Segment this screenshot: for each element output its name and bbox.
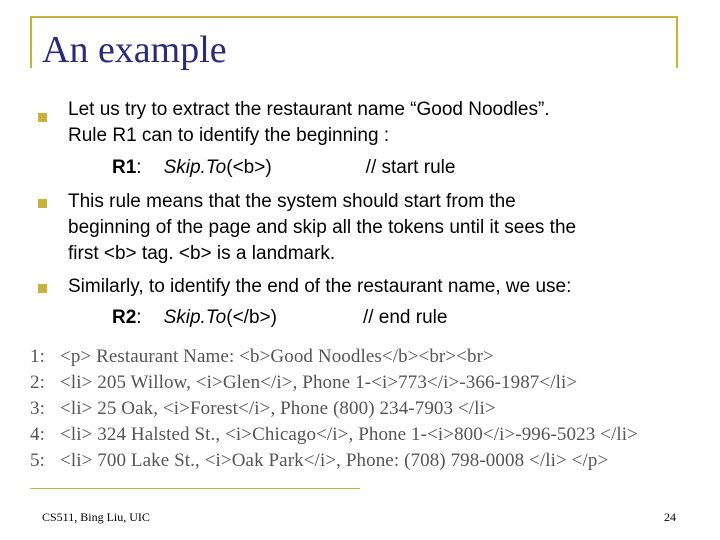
- code-line-number: 2:: [30, 372, 45, 393]
- code-line: [30, 450, 608, 472]
- bullet-1-line-1: Let us try to extract the restaurant name “Good Noodles”.: [68, 99, 550, 120]
- code-line-text: <li> 324 Halsted St., <i>Chicago</i>, Phone 1-<i>800</i>-996-5023 </li>: [60, 424, 638, 445]
- title-frame-left: [30, 16, 32, 68]
- bullet-2-line-3: first <b> tag. <b> is a landmark.: [68, 243, 336, 264]
- rule-r1-name: R1: [112, 157, 137, 178]
- rule-r1-arg: (<b>): [226, 157, 272, 178]
- footer-divider: [30, 488, 360, 489]
- rule-r2: [112, 306, 447, 330]
- rule-r2-call: Skip.To: [163, 307, 227, 328]
- footer-text: CS511, Bing Liu, UIC: [42, 510, 150, 524]
- rule-r1-comment: // start rule: [365, 157, 456, 178]
- title-frame-top: [30, 16, 678, 18]
- rule-r1-colon: :: [136, 157, 142, 178]
- rule-r2-arg: (</b>): [226, 307, 277, 328]
- rule-r2-colon: :: [136, 307, 142, 328]
- code-line: [30, 372, 577, 394]
- code-line-text: <li> 25 Oak, <i>Forest</i>, Phone (800) 234-7903 </li>: [60, 398, 496, 419]
- rule-r1-call: Skip.To: [163, 157, 227, 178]
- square-bullet-icon: [38, 113, 47, 122]
- title-frame-right: [676, 16, 678, 68]
- code-line: [30, 424, 638, 446]
- rule-r1: [112, 156, 455, 180]
- slide-title: An example: [42, 29, 227, 71]
- code-line: [30, 346, 494, 368]
- code-line-number: 4:: [30, 424, 45, 445]
- code-line-number: 3:: [30, 398, 45, 419]
- code-line: [30, 398, 496, 420]
- code-line-number: 5:: [30, 450, 45, 471]
- bullet-3-line-1: Similarly, to identify the end of the restaurant name, we use:: [68, 276, 572, 297]
- square-bullet-icon: [38, 284, 47, 293]
- code-line-text: <p> Restaurant Name: <b>Good Noodles</b><br><br>: [60, 346, 494, 367]
- square-bullet-icon: [38, 199, 47, 208]
- code-line-number: 1:: [30, 346, 45, 367]
- bullet-2-line-2: beginning of the page and skip all the tokens until it sees the: [68, 217, 577, 238]
- bullet-2-line-1: This rule means that the system should start from the: [68, 191, 516, 212]
- bullet-1-line-2: Rule R1 can to identify the beginning :: [68, 125, 390, 146]
- code-line-text: <li> 205 Willow, <i>Glen</i>, Phone 1-<i>773</i>-366-1987</li>: [60, 372, 578, 393]
- page-number: 24: [664, 510, 676, 524]
- rule-r2-comment: // end rule: [362, 307, 448, 328]
- code-line-text: <li> 700 Lake St., <i>Oak Park</i>, Phone: (708) 798-0008 </li> </p>: [60, 450, 609, 471]
- rule-r2-name: R2: [112, 307, 137, 328]
